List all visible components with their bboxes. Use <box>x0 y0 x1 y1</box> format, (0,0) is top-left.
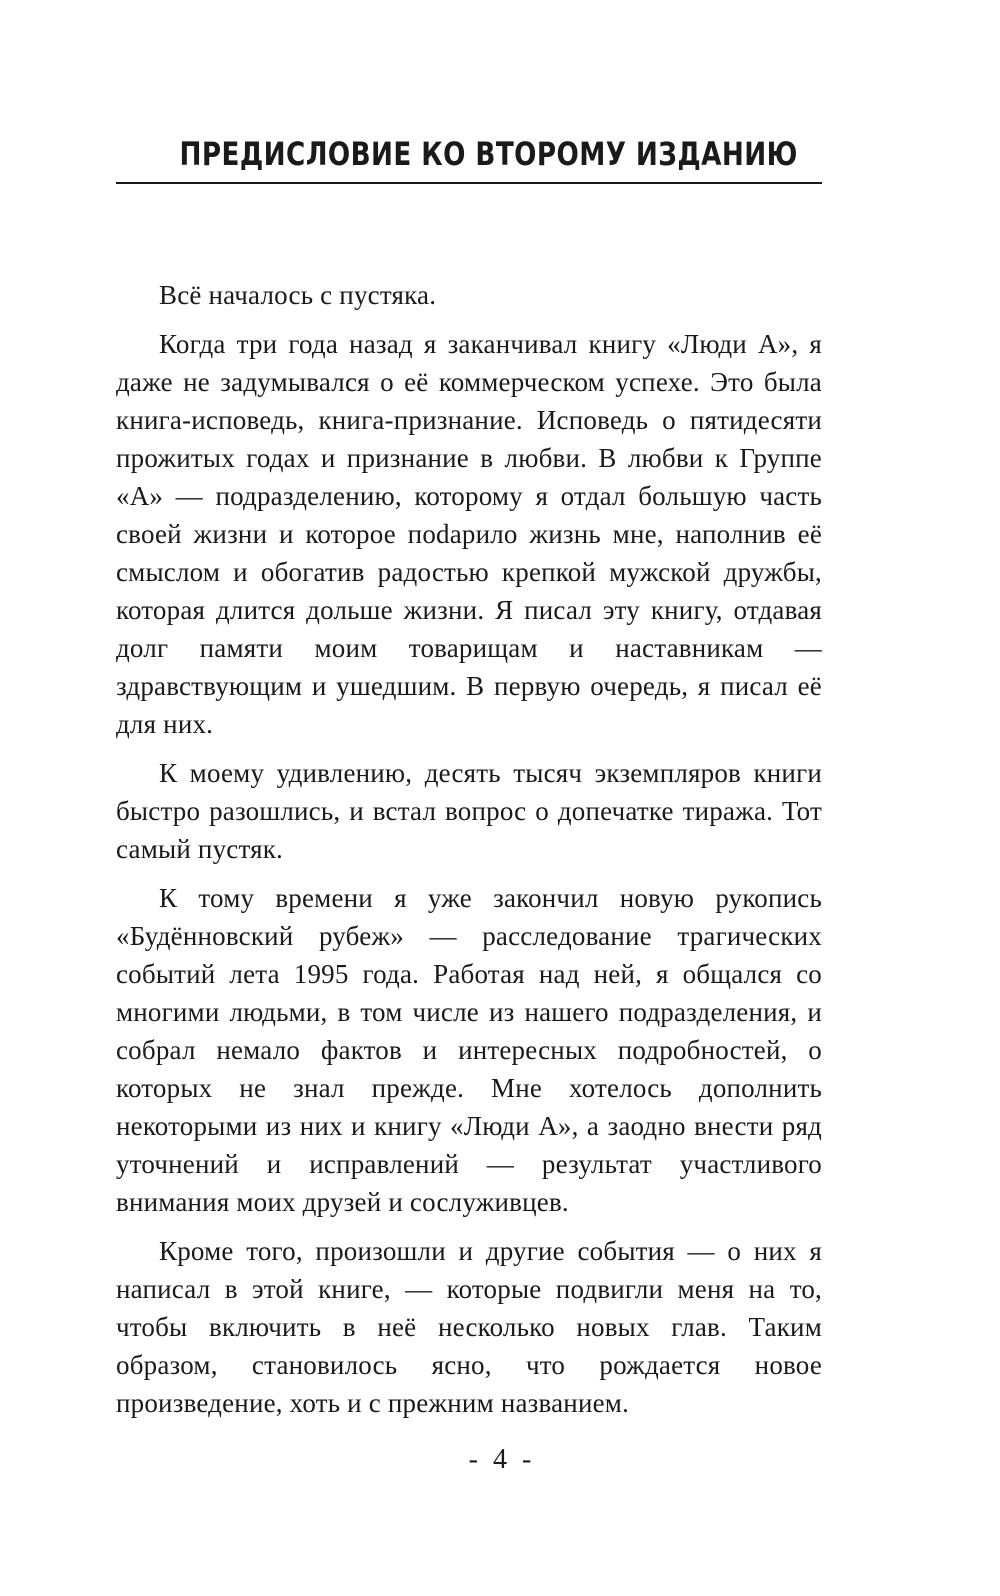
paragraph: К тому времени я уже закончил новую рукопись «Будённовский рубеж» — расследование трагических событий лета 1995 года. Работая над ней, я общался со многими людьми, в том числе из нашего подразделения, и собрал немало фактов и интересных подробностей, о которых не знал прежде. Мне хотелось дополнить некоторыми из них и книгу «Люди А», а заодно внести ряд уточнений и исправлений — результат участливого внимания моих друзей и сослуживцев. <box>116 883 822 1217</box>
paragraph: К моему удивлению, десять тысяч экземпляров книги быстро разошлись, и встал вопрос о допечатке тиража. Тот самый пустяк. <box>116 758 822 864</box>
paragraph: Кроме того, произошли и другие события — о них я написал в этой книге, — которые подвигли меня на то, чтобы включить в неё несколько новых глав. Таким образом, становилось ясно, что рождается новое произведение, хоть и с прежним названием. <box>116 1236 822 1418</box>
paragraph: Всё началось с пустяка. <box>159 280 437 310</box>
paragraph: Когда три года назад я заканчивал книгу «Люди А», я даже не задумывался о её коммерческом успехе. Это была книга-исповедь, книга-признание. Исповедь о пятидесяти прожитых годах и признание в любви. В любви к Группе «А» — подразделению, которому я отдал большую часть своей жизни и которое поdарило жизнь мне, наполнив её смыслом и обогатив радостью крепкой мужской дружбы, которая длится дольше жизни. Я писал эту книгу, отдавая долг памяти моим товарищам и наставникам — здравствующим и ушедшим. В первую очередь, я писал её для них. <box>116 329 822 739</box>
chapter-title: ПРЕДИСЛОВИЕ КО ВТОРОМУ ИЗДАНИЮ <box>179 135 798 173</box>
page-number: - 4 - <box>468 1444 532 1475</box>
title-underline <box>116 182 822 184</box>
body-text <box>116 276 822 1433</box>
